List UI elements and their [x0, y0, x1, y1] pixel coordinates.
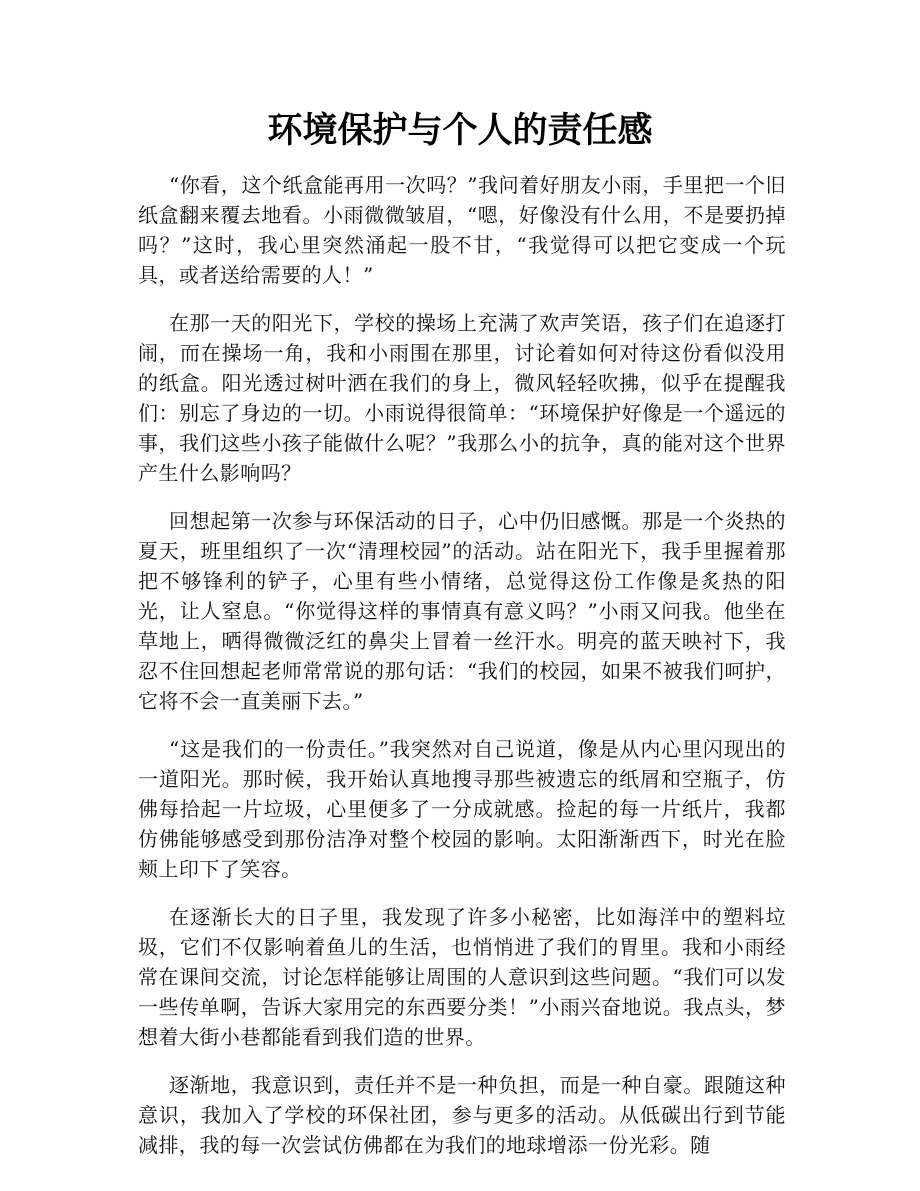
paragraph-1: “你看，这个纸盒能再用一次吗？”我问着好朋友小雨，手里把一个旧纸盒翻来覆去地看。小雨微微皱眉，“嗯，好像没有什么用，不是要扔掉吗？”这时，我心里突然涌起一股不甘，“我觉得可以把它变成一个玩具，或者送给需要的人！” — [138, 173, 786, 287]
paragraph-4: “这是我们的一份责任。”我突然对自己说道，像是从内心里闪现出的一道阳光。那时候，我开始认真地搜寻那些被遗忘的纸屑和空瓶子，仿佛每拾起一片垃圾，心里便多了一分成就感。捡起的每一片纸片，我都仿佛能够感受到那份洁净对整个校园的影响。太阳渐渐西下，时光在脸颊上印下了笑容。 — [138, 737, 786, 881]
paragraph-5: 在逐渐长大的日子里，我发现了许多小秘密，比如海洋中的塑料垃圾，它们不仅影响着鱼儿的生活，也悄悄进了我们的胃里。我和小雨经常在课间交流，讨论怎样能够让周围的人意识到这些问题。“我们可以发一些传单啊，告诉大家用完的东西要分类！”小雨兴奋地说。我点头，梦想着大街小巷都能看到我们造的世界。 — [138, 905, 786, 1049]
document-title: 环境保护与个人的责任感 — [267, 111, 653, 151]
document-body — [138, 170, 786, 1178]
paragraph-6: 逐渐地，我意识到，责任并不是一种负担，而是一种自豪。跟随这种意识，我加入了学校的环保社团，参与更多的活动。从低碳出行到节能减排，我的每一次尝试仿佛都在为我们的地球增添一份光彩。随 — [138, 1073, 786, 1157]
paragraph-2: 在那一天的阳光下，学校的操场上充满了欢声笑语，孩子们在追逐打闹，而在操场一角，我和小雨围在那里，讨论着如何对待这份看似没用的纸盒。阳光透过树叶洒在我们的身上，微风轻轻吹拂，似乎在提醒我们：别忘了身边的一切。小雨说得很简单：“环境保护好像是一个遥远的事，我们这些小孩子能做什么呢？”我那么小的抗争，真的能对这个世界产生什么影响吗？ — [138, 311, 786, 485]
paragraph-3: 回想起第一次参与环保活动的日子，心中仍旧感慨。那是一个炎热的夏天，班里组织了一次“清理校园”的活动。站在阳光下，我手里握着那把不够锋利的铲子，心里有些小情绪，总觉得这份工作像是炙热的阳光，让人窒息。“你觉得这样的事情真有意义吗？”小雨又问我。他坐在草地上，晒得微微泛红的鼻尖上冒着一丝汗水。明亮的蓝天映衬下，我忍不住回想起老师常常说的那句话：“我们的校园，如果不被我们呵护，它将不会一直美丽下去。” — [138, 509, 786, 713]
